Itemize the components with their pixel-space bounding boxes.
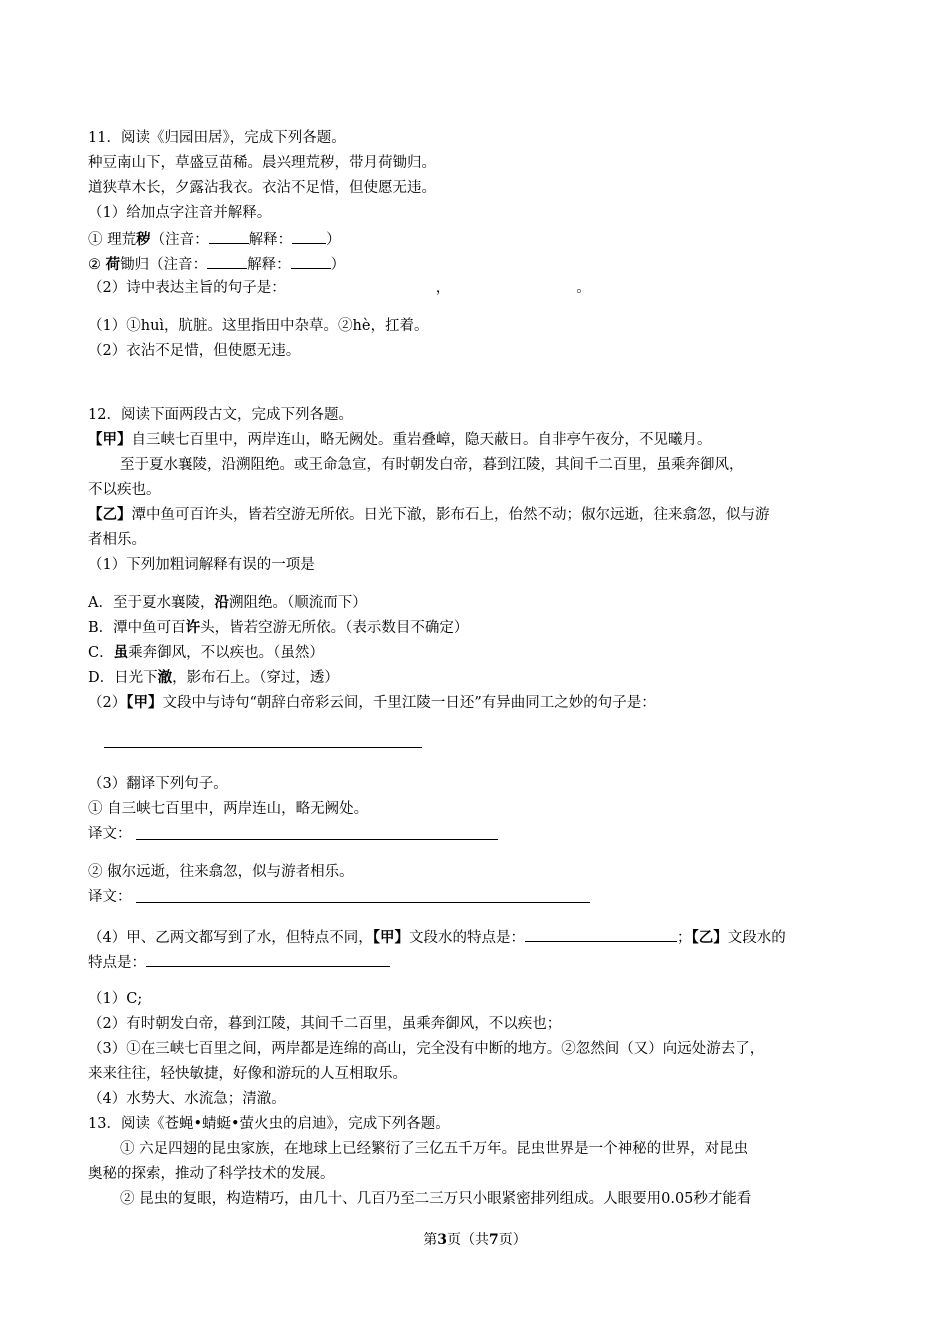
answer-line-translate-2[interactable]: [136, 902, 590, 903]
sub2-prompt: （2）诗中表达主旨的句子是：: [88, 280, 286, 296]
q12-title: 12．阅读下面两段古文，完成下列各题。: [88, 407, 353, 423]
dotted-char: 荷: [105, 256, 121, 273]
bold-word: 澈: [157, 669, 173, 686]
q12-jia-line-2: 至于夏水襄陵，沿溯阻绝。或王命急宣，有时朝发白帝，暮到江陵，其间千二百里，虽乘奔御风，: [120, 457, 744, 473]
option-text: A．至于夏水襄陵，: [88, 595, 215, 611]
option-b[interactable]: [88, 618, 468, 638]
sub4-text: 文段水的特点是：: [408, 930, 525, 946]
page-number: 3: [437, 1232, 447, 1248]
q11-sub-2: [88, 278, 591, 298]
q13-para-1-line-2: 奥秘的探索，推动了科学技术的发展。: [88, 1166, 335, 1182]
q12-answer-2: （2）有时朝发白帝，暮到江陵，其间千二百里，虽乘奔御风，不以疾也；: [88, 1016, 562, 1032]
answer-line-translate-1[interactable]: [136, 839, 498, 840]
item-prefix: ②: [88, 257, 106, 273]
bold-word: 许: [185, 619, 201, 636]
item-pinyin-label: （注音：: [150, 232, 209, 248]
dotted-char: 秽: [136, 231, 151, 248]
option-text: C．: [88, 645, 114, 661]
pinyin-blank[interactable]: [207, 253, 247, 269]
sub2-text: 文段中与诗句“朝辞白帝彩云间，千里江陵一日还”有异曲同工之妙的句子是：: [162, 695, 656, 711]
sub2-period: 。: [576, 280, 591, 296]
q12-yi-line-1: [88, 505, 770, 525]
footer-text: 页）: [498, 1232, 527, 1248]
q11-item-1: [88, 228, 341, 250]
q12-sub-4-line-2: [88, 951, 390, 973]
item-explain-label: 解释：: [248, 232, 293, 248]
sub2-tag: 【甲】: [126, 694, 163, 711]
item-prefix: ① 理荒: [88, 232, 137, 248]
option-a[interactable]: [88, 593, 367, 613]
q12-translate-2-label: 译文：: [88, 889, 132, 905]
option-text: ，影布石上。（穿过，透）: [172, 670, 339, 686]
q12-yi-line-2: 者相乐。: [88, 532, 146, 548]
sub2-comma: ，: [435, 280, 451, 296]
q11-poem-line-2: 道狭草木长，夕露沾我衣。衣沾不足惜，但使愿无违。: [88, 180, 436, 196]
sub4-text: 文段水的: [727, 930, 786, 946]
q12-translate-1: ① 自三峡七百里中，两岸连山，略无阙处。: [88, 801, 369, 817]
option-text: D．日光下: [88, 670, 158, 686]
q12-translate-1-label: 译文：: [88, 826, 132, 842]
answer-blank-jia[interactable]: [525, 926, 677, 942]
q11-title: 11．阅读《归园田居》，完成下列各题。: [88, 130, 346, 146]
option-text: 溯阻绝。（顺流而下）: [228, 595, 367, 611]
item-close: ）: [330, 257, 346, 273]
footer-text: 页（共: [447, 1232, 489, 1248]
yi-text: 潭中鱼可百许头，皆若空游无所依。日光下澈，影布石上，佁然不动；俶尔远逝，往来翕忽，似与游: [131, 507, 770, 523]
q12-answer-1: （1）C;: [88, 991, 143, 1007]
q13-title: 13．阅读《苍蝇•蜻蜓•萤火虫的启迪》，完成下列各题。: [88, 1116, 450, 1132]
q11-answer-2: （2）衣沾不足惜，但使愿无违。: [88, 343, 301, 359]
page-total: 7: [489, 1232, 499, 1248]
option-text: B．潭中鱼可百: [88, 620, 186, 636]
jia-text: 自三峡七百里中，两岸连山，略无阙处。重岩叠嶂，隐天蔽日。自非亭午夜分，不见曦月。: [131, 432, 712, 448]
option-d[interactable]: [88, 668, 339, 688]
option-text: 乘奔御风，不以疾也。（虽然）: [128, 645, 324, 661]
footer-text: 第: [423, 1232, 438, 1248]
item-explain-label: 解释：: [247, 257, 291, 273]
q12-sub-3: （3）翻译下列句子。: [88, 776, 228, 792]
q11-sub-1: （1）给加点字注音并解释。: [88, 205, 272, 221]
q12-jia-line-3: 不以疾也。: [88, 482, 161, 498]
jia-tag: 【甲】: [88, 431, 132, 448]
option-c[interactable]: [88, 643, 324, 663]
answer-line-sub2[interactable]: [104, 747, 422, 748]
q12-sub-1: （1）下列加粗词解释有误的一项是: [88, 557, 315, 573]
explain-blank[interactable]: [291, 253, 331, 269]
sub4-semicolon: ；: [676, 930, 692, 946]
q12-sub-4: [88, 926, 786, 948]
sub4-text: （4）甲、乙两文都写到了水，但特点不同，: [88, 930, 373, 946]
q12-translate-2: ② 俶尔远逝，往来翕忽，似与游者相乐。: [88, 864, 354, 880]
yi-tag: 【乙】: [88, 506, 132, 523]
q11-poem-line-1: 种豆南山下，草盛豆苗稀。晨兴理荒秽，带月荷锄归。: [88, 155, 436, 171]
q12-jia-line-1: [88, 430, 712, 450]
explain-blank[interactable]: [292, 228, 326, 244]
q11-item-2: [88, 253, 345, 275]
q12-answer-4: （4）水势大、水流急；清澈。: [88, 1091, 286, 1107]
q12-sub-2: [88, 693, 656, 713]
option-text: 头，皆若空游无所依。（表示数目不确定）: [200, 620, 469, 636]
pinyin-blank[interactable]: [209, 228, 249, 244]
sub4-tag-2: 【乙】: [691, 929, 728, 946]
item-pinyin-label: 锄归（注音：: [120, 257, 208, 273]
bold-word: 沿: [214, 594, 229, 611]
q11-answer-1: （1）①huì，肮脏。这里指田中杂草。②hè，扛着。: [88, 318, 429, 334]
page-footer: [0, 1229, 950, 1249]
q12-answer-3-line-2: 来来往往，轻快敏捷，好像和游玩的人互相取乐。: [88, 1066, 407, 1082]
bold-word: 虽: [113, 644, 129, 661]
q13-para-2-line-1: ② 昆虫的复眼，构造精巧，由几十、几百乃至二三万只小眼紧密排列组成。人眼要用0.05秒才能看: [120, 1191, 752, 1207]
item-close: ）: [326, 232, 341, 248]
q12-answer-3: （3）①在三峡七百里之间，两岸都是连绵的高山，完全没有中断的地方。②忽然间（又）向远处游去了，: [88, 1041, 765, 1057]
answer-blank-yi[interactable]: [146, 951, 390, 967]
sub4-text: 特点是：: [88, 955, 146, 971]
q13-para-1-line-1: ① 六足四翅的昆虫家族，在地球上已经繁衍了三亿五千万年。昆虫世界是一个神秘的世界，对昆虫: [120, 1141, 749, 1157]
sub2-prefix: （2）: [88, 695, 127, 711]
sub4-tag-1: 【甲】: [372, 929, 409, 946]
